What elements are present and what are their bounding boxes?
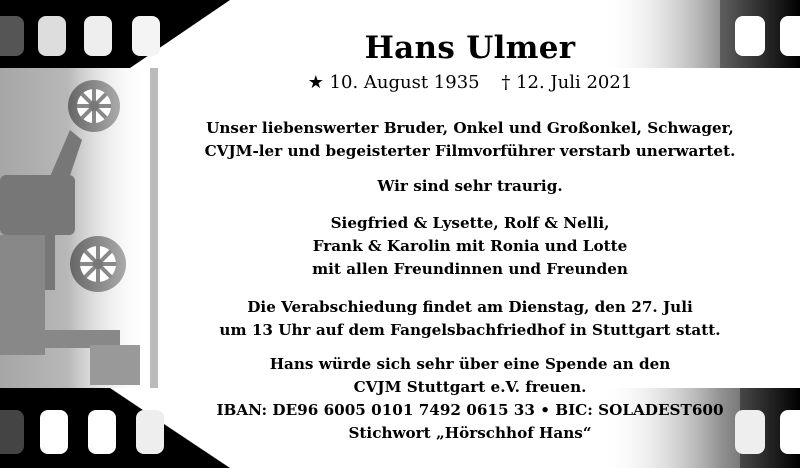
intro-line: Unser liebenswerter Bruder, Onkel und Großonkel, Schwager, bbox=[206, 119, 734, 137]
mourners-line: mit allen Freundinnen und Freunden bbox=[312, 260, 628, 278]
farewell-info bbox=[150, 296, 790, 342]
mourners-line: Frank & Karolin mit Ronia und Lotte bbox=[312, 237, 628, 255]
obituary-text bbox=[150, 0, 790, 468]
death-date: † 12. Juli 2021 bbox=[501, 72, 633, 93]
farewell-line: um 13 Uhr auf dem Fangelsbachfriedhof in Stuttgart statt. bbox=[219, 321, 721, 339]
intro-text bbox=[150, 117, 790, 163]
grief-text: Wir sind sehr traurig. bbox=[377, 177, 563, 195]
donation-line: CVJM Stuttgart e.V. freuen. bbox=[353, 378, 587, 396]
farewell-line: Die Verabschiedung findet am Dienstag, den 27. Juli bbox=[247, 298, 693, 316]
bank-details: IBAN: DE96 6005 0101 7492 0615 33 • BIC: SOLADEST600 bbox=[216, 401, 724, 419]
mourners-line: Siegfried & Lysette, Rolf & Nelli, bbox=[330, 214, 610, 232]
deceased-name: Hans Ulmer bbox=[364, 30, 576, 66]
birth-date: ★ 10. August 1935 bbox=[307, 72, 480, 93]
mourners-list bbox=[150, 212, 790, 281]
life-dates bbox=[150, 72, 790, 93]
donation-keyword: Stichwort „Hörschhof Hans“ bbox=[348, 424, 592, 442]
donation-info bbox=[150, 353, 790, 445]
intro-line: CVJM-ler und begeisterter Filmvorführer verstarb unerwartet. bbox=[204, 142, 736, 160]
donation-line: Hans würde sich sehr über eine Spende an den bbox=[269, 355, 671, 373]
